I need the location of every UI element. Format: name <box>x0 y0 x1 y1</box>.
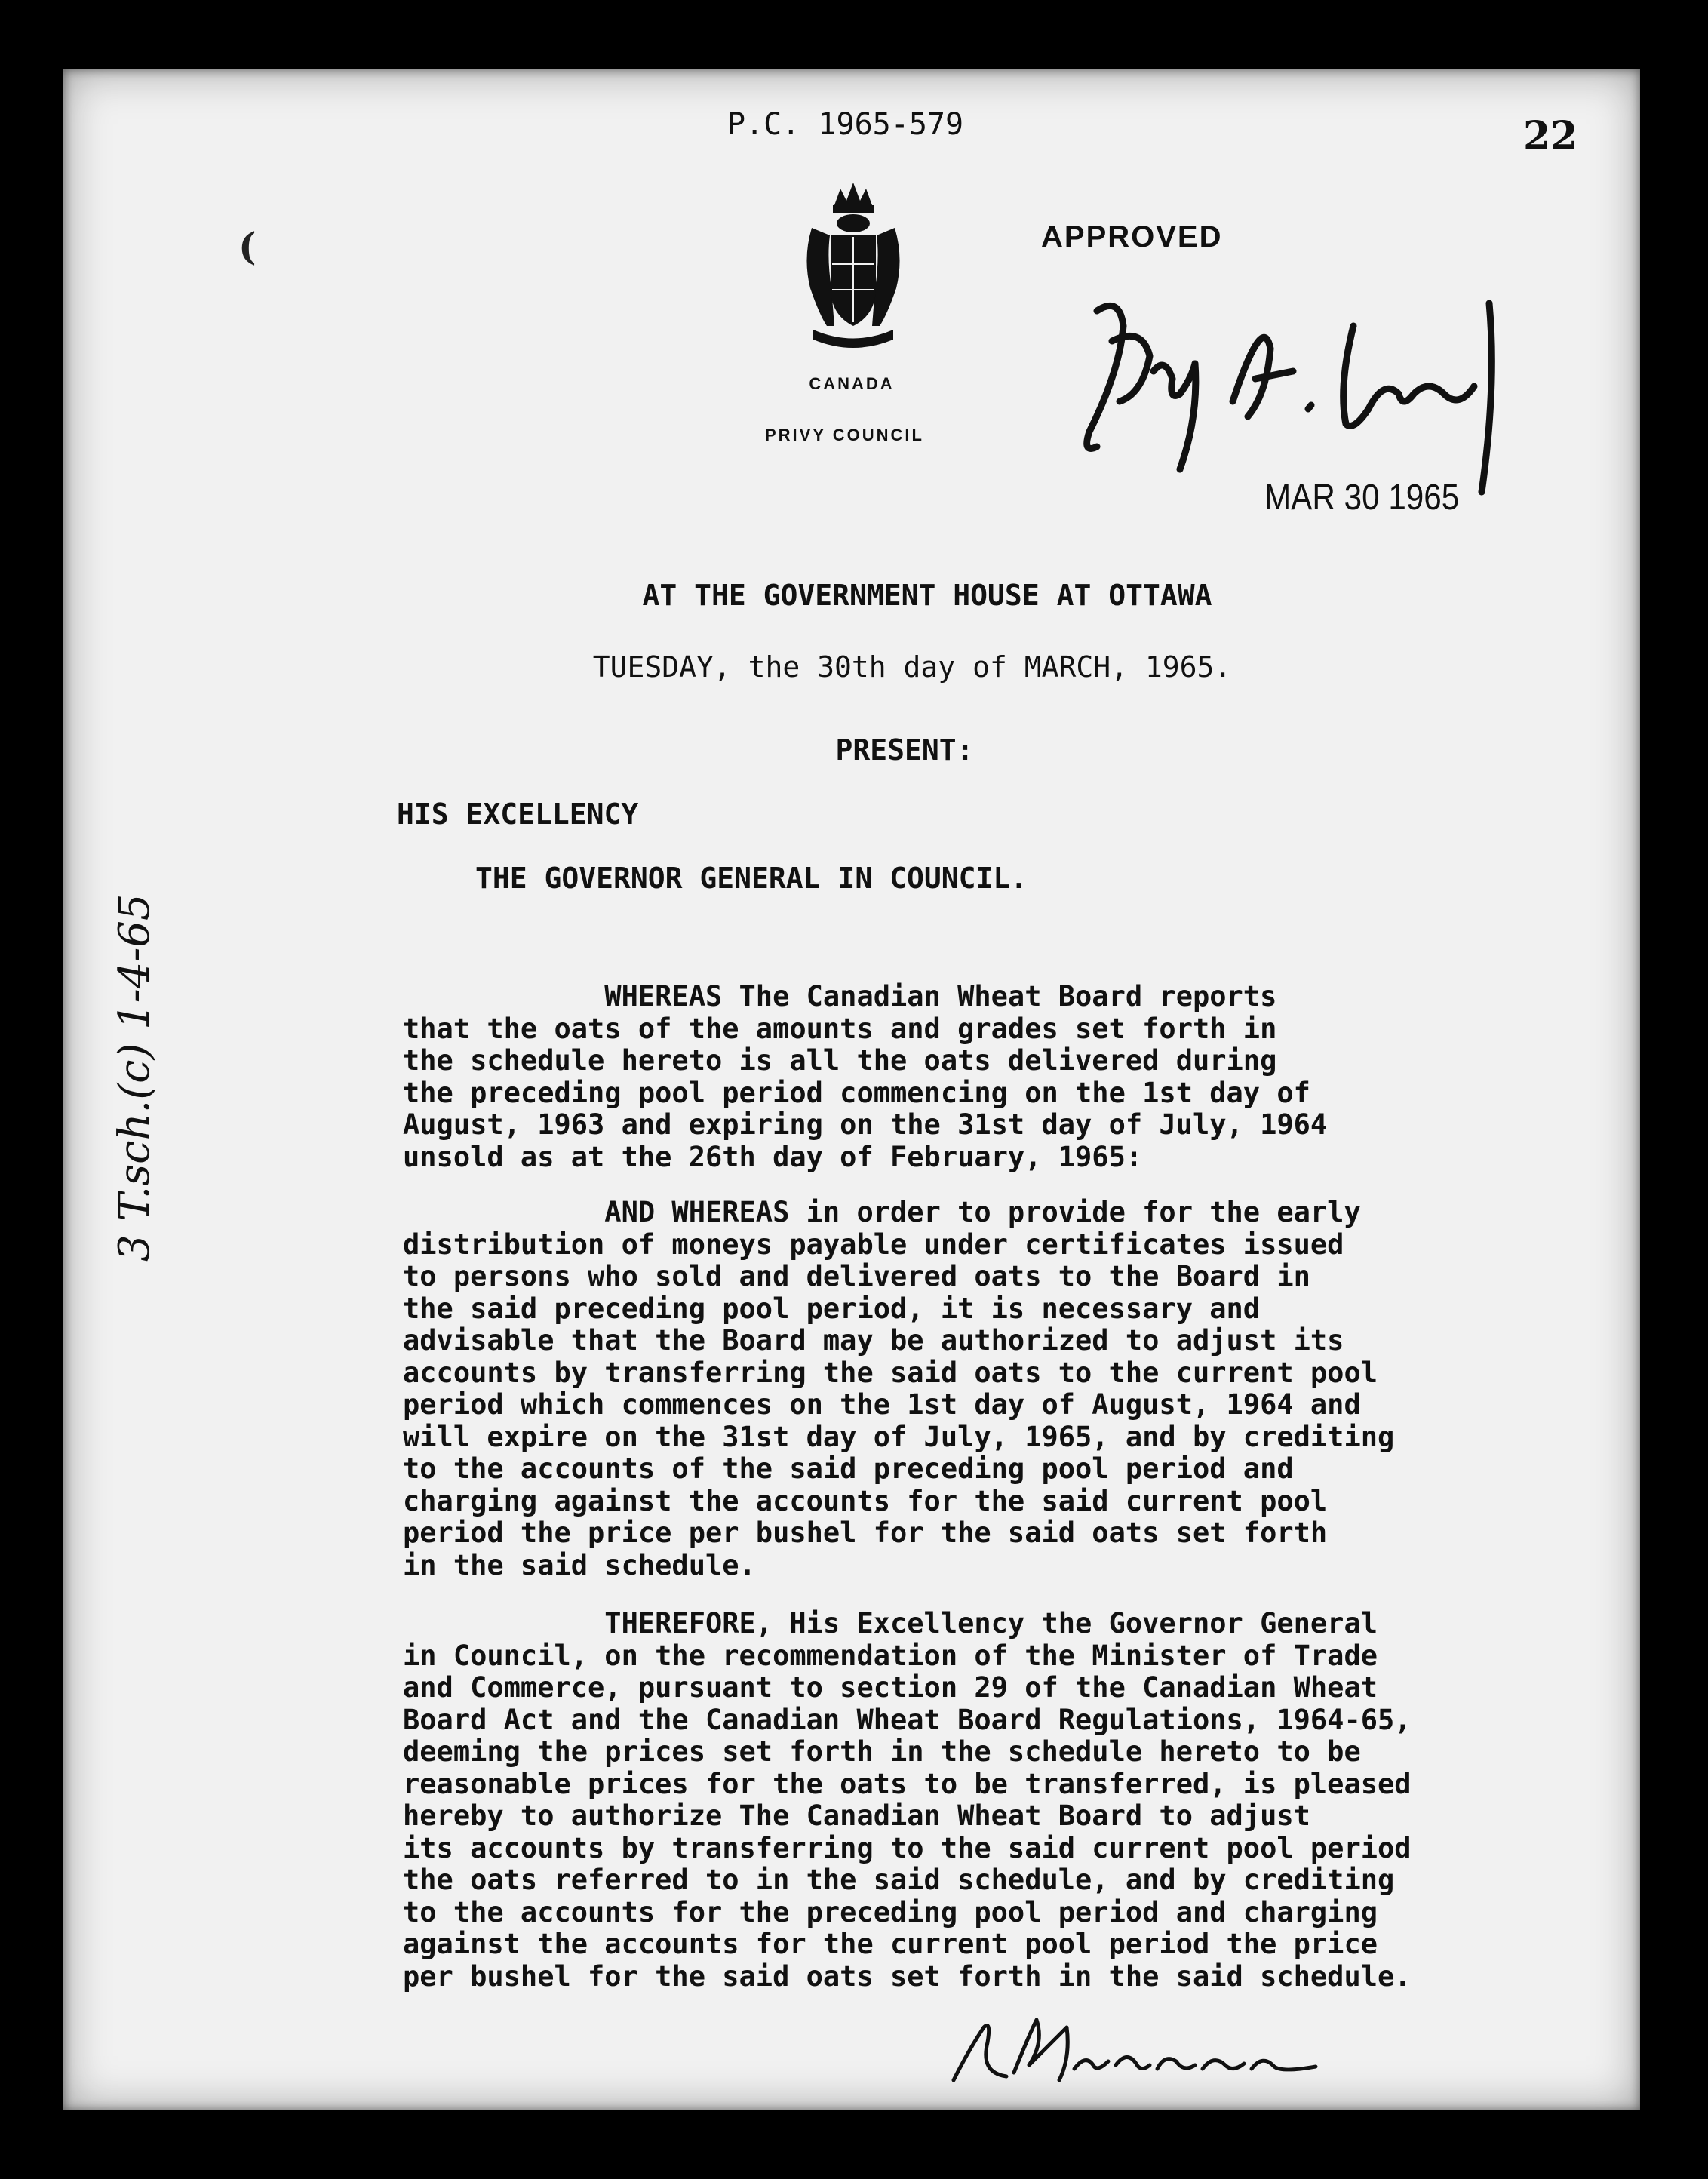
and-whereas-paragraph: AND WHEREAS in order to provide for the early distribution of moneys payable under certificates issued to persons who sold and delivered oats to the Board in the said preceding pool period, it is necessary and advisable that the Board may be authorized to adjust its accounts by transferring the said oats to the current pool period which commences on the 1st day of August, 1964 and will expire on the 31st day of July, 1965, and by crediting to the accounts of the said preceding pool period and charging against the accounts for the said current pool period the price per bushel for the said oats set forth in the said schedule. <box>403 1196 1395 1581</box>
svg-text:3 T.sch.(c) 1-4-65: 3 T.sch.(c) 1-4-65 <box>110 893 159 1262</box>
document-page <box>63 69 1640 2110</box>
therefore-paragraph: THEREFORE, His Excellency the Governor General in Council, on the recommendation of the Minister of Trade and Commerce, pursuant to section 29 of the Canadian Wheat Board Act and the Canadian Wheat Board Regulations, 1964-65, deeming the prices set forth in the schedule hereto to be reasonable prices for the oats to be transferred, is pleased hereby to authorize The Canadian Wheat Board to adjust its accounts by transferring to the said current pool period the oats referred to in the said schedule, and by crediting to the accounts for the preceding pool period and charging against the accounts for the current pool period the price per bushel for the said oats set forth in the said schedule. <box>403 1607 1412 1993</box>
date-stamp: MAR 30 1965 <box>1264 478 1460 518</box>
margin-annotation <box>77 877 198 1269</box>
excellency-line: HIS EXCELLENCY <box>397 798 639 831</box>
coat-of-arms-icon <box>797 175 910 356</box>
margin-mark: ( <box>238 224 257 269</box>
date-heading: TUESDAY, the 30th day of MARCH, 1965. <box>592 650 1232 684</box>
order-number: P.C. 1965-579 <box>727 107 964 142</box>
approved-label: APPROVED <box>1041 220 1223 254</box>
crest-caption-body: PRIVY COUNCIL <box>765 426 924 444</box>
crest-caption-country: CANADA <box>809 374 895 393</box>
page-number: 22 <box>1523 113 1578 159</box>
place-heading: AT THE GOVERNMENT HOUSE AT OTTAWA <box>642 579 1212 612</box>
bottom-signature <box>938 1997 1331 2095</box>
governor-line: THE GOVERNOR GENERAL IN COUNCIL. <box>475 862 1028 895</box>
whereas-paragraph: WHEREAS The Canadian Wheat Board reports that the oats of the amounts and grades set forth in the schedule hereto is all the oats delivered during the preceding pool period commencing on the 1st day of August, 1963 and expiring on the 31st day of July, 1964 unsold as at the 26th day of February, 1965: <box>403 980 1328 1173</box>
present-heading: PRESENT: <box>835 733 974 767</box>
